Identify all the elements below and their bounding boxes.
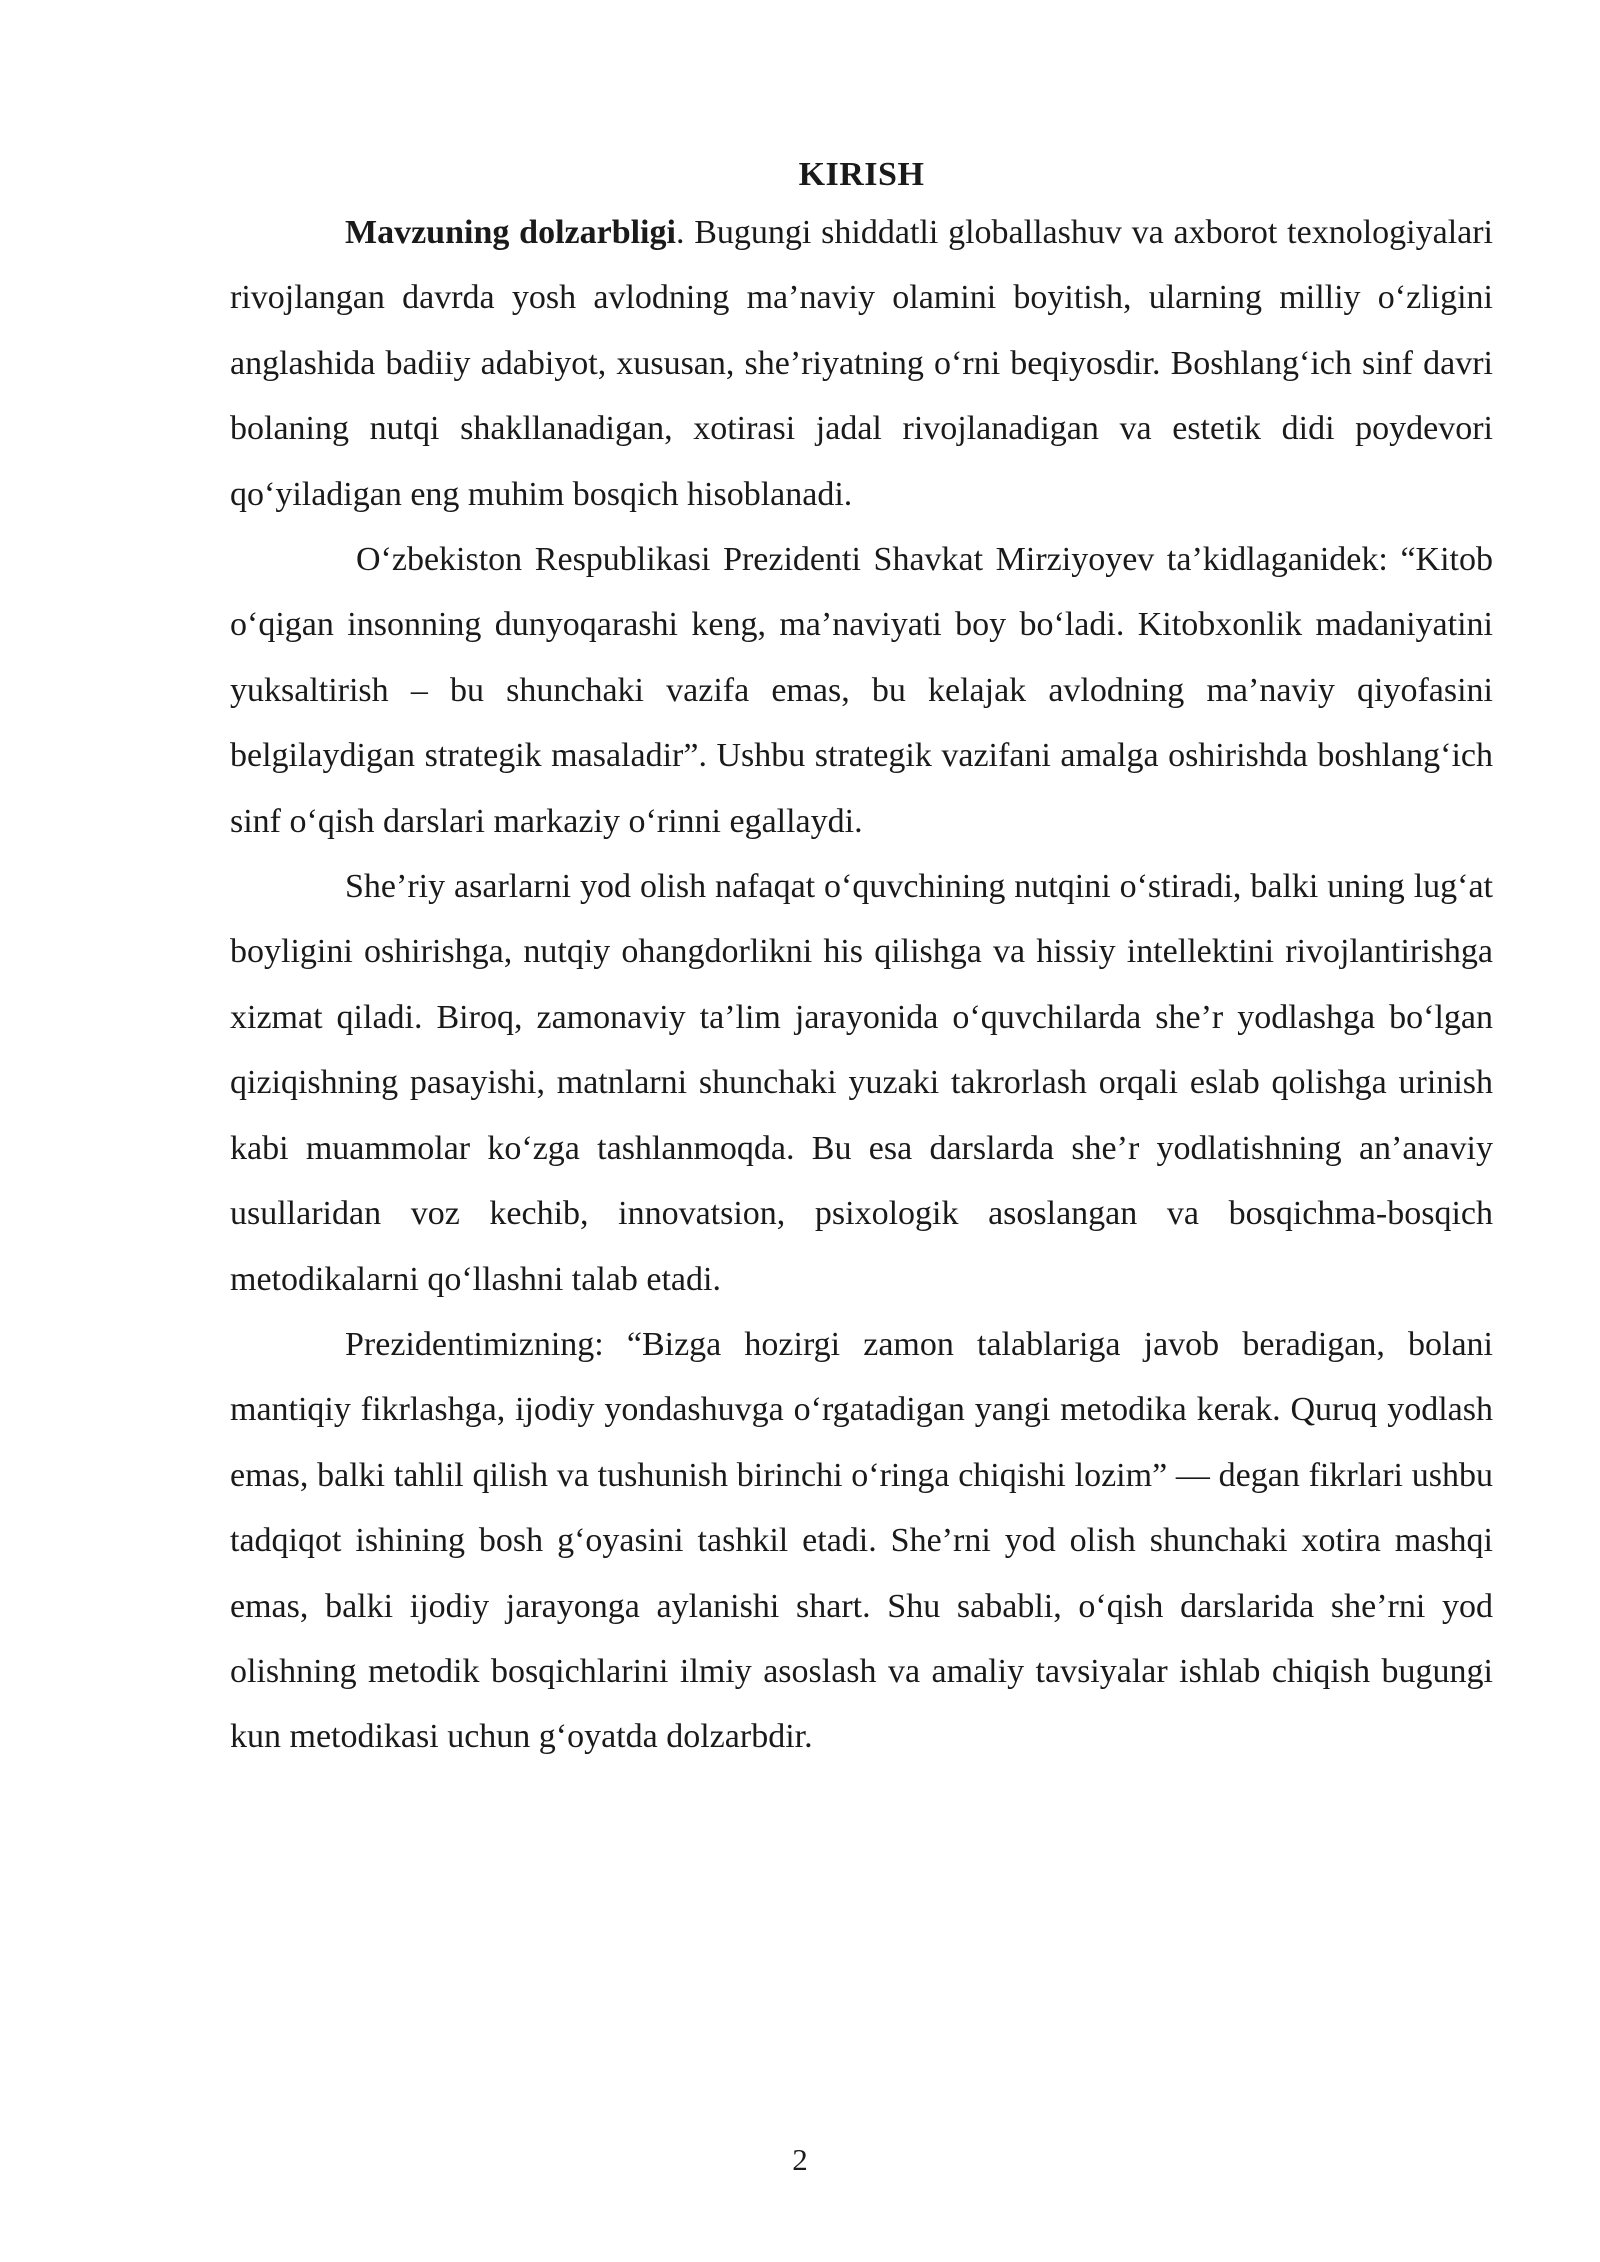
paragraph-president-quote xyxy=(230,527,1493,854)
paragraph-text: O‘zbekiston Respublikasi Prezidenti Shavkat Mirziyoyev ta’kidlaganidek: “Kitob o‘qigan insonning dunyoqarashi keng, ma’naviyati boy bo‘ladi. Kitobxonlik madaniyatini yuksaltirish – bu shunchaki vazifa emas, bu kelajak avlodning ma’naviy qiyofasini belgilaydigan strategik masaladir”. Ushbu strategik vazifani amalga oshirishda boshlang‘ich sinf o‘qish darslari markaziy o‘rinni egallaydi. xyxy=(230,541,1493,840)
page-content xyxy=(230,150,1493,1770)
paragraph-text: She’riy asarlarni yod olish nafaqat o‘quvchining nutqini o‘stiradi, balki uning lug‘at boyligini oshirishga, nutqiy ohangdorlikni his qilishga va hissiy intellektini rivojlantirishga xizmat qiladi. Biroq, zamonaviy ta’lim jarayonida o‘quvchilarda she’r yodlashga bo‘lgan qiziqishning pasayishi, matnlarni shunchaki yuzaki takrorlash orqali eslab qolishga urinish kabi muammolar ko‘zga tashlanmoqda. Bu esa darslarda she’r yodlatishning an’anaviy usullaridan voz kechib, innovatsion, psixologik asoslangan va bosqichma-bosqich metodikalarni qo‘llashni talab etadi. xyxy=(230,868,1493,1298)
paragraph-text: Prezidentimizning: “Bizga hozirgi zamon talablariga javob beradigan, bolani mantiqiy fikrlashga, ijodiy yondashuvga o‘rgatadigan yangi metodika kerak. Quruq yodlash emas, balki tahlil qilish va tushunish birinchi o‘ringa chiqishi lozim” — degan fikrlari ushbu tadqiqot ishining bosh g‘oyasini tashkil etadi. She’rni yod olish shunchaki xotira mashqi emas, balki ijodiy jarayonga aylanishi shart. Shu sababli, o‘qish darslarida she’rni yod olishning metodik bosqichlarini ilmiy asoslash va amaliy tavsiyalar ishlab chiqish bugungi kun metodikasi uchun g‘oyatda dolzarbdir. xyxy=(230,1325,1493,1756)
paragraph-methodology xyxy=(230,1312,1493,1770)
page-number: 2 xyxy=(792,2142,808,2177)
paragraph-relevance xyxy=(230,200,1493,527)
paragraph-poetry-memorization xyxy=(230,854,1493,1312)
paragraph-lead-bold: Mavzuning dolzarbligi xyxy=(345,214,676,251)
section-title: KIRISH xyxy=(798,156,925,193)
paragraph-text: . Bugungi shiddatli globallashuv va axborot texnologiyalari rivojlangan davrda yosh avlodning ma’naviy olamini boyitish, ularning milliy o‘zligini anglashida badiiy adabiyot, xususan, she’riyatning o‘rni beqiyosdir. Boshlang‘ich sinf davri bolaning nutqi shakllanadigan, xotirasi jadal rivojlanadigan va estetik didi poydevori qo‘yiladigan eng muhim bosqich hisoblanadi. xyxy=(230,214,1494,513)
